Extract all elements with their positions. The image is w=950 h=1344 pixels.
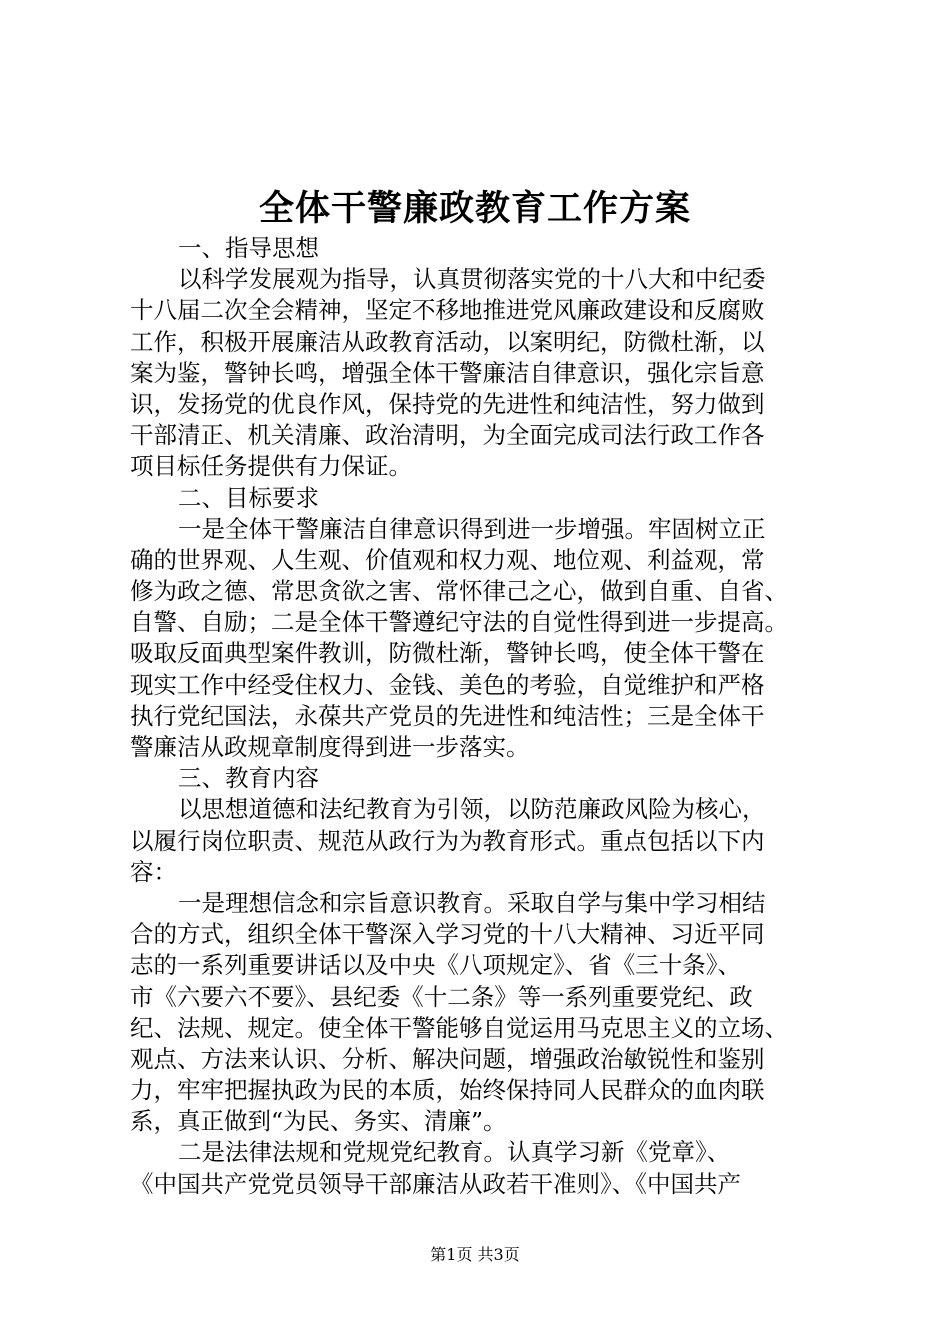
paragraph-line: 市《六要六不要》、县纪委《十二条》等一系列重要党纪、政	[130, 982, 753, 1011]
paragraph-line: 系，真正做到“为民、务实、清廉”。	[130, 1107, 507, 1136]
paragraph-line: 确的世界观、人生观、价值观和权力观、地位观、利益观，常	[130, 545, 765, 574]
paragraph-line: 一是全体干警廉洁自律意识得到进一步增强。牢固树立正	[178, 514, 766, 543]
paragraph-line: 以思想道德和法纪教育为引领，以防范廉政风险为核心，	[178, 795, 766, 824]
document-body	[130, 233, 835, 1200]
paragraph-line: 纪、法规、规定。使全体干警能够自觉运用马克思主义的立场、	[130, 1013, 788, 1042]
paragraph-line: 现实工作中经受住权力、金钱、美色的考验，自觉维护和严格	[130, 670, 765, 699]
paragraph-line: 吸取反面典型案件教训，防微杜渐，警钟长鸣，使全体干警在	[130, 639, 765, 668]
paragraph-line: 二是法律法规和党规党纪教育。认真学习新《党章》、	[178, 1138, 731, 1167]
paragraph-line: 《中国共产党党员领导干部廉洁从政若干准则》、《中国共产	[130, 1169, 741, 1198]
paragraph-line: 观点、方法来认识、分析、解决问题，增强政治敏锐性和鉴别	[130, 1044, 765, 1073]
paragraph-line: 执行党纪国法，永葆共产党员的先进性和纯洁性；三是全体干	[130, 701, 765, 730]
paragraph-line: 自警、自励；二是全体干警遵纪守法的自觉性得到进一步提高。	[130, 608, 788, 637]
paragraph-line: 工作，积极开展廉洁从政教育活动，以案明纪，防微杜渐，以	[130, 327, 765, 356]
paragraph-line: 识，发扬党的优良作风，保持党的先进性和纯洁性，努力做到	[130, 389, 765, 418]
paragraph-line: 警廉洁从政规章制度得到进一步落实。	[130, 733, 530, 761]
paragraph-line: 容：	[130, 857, 177, 886]
section-heading-content: 三、教育内容	[178, 764, 319, 793]
paragraph-line: 案为鉴，警钟长鸣，增强全体干警廉洁自律意识，强化宗旨意	[130, 358, 765, 387]
paragraph-line: 力，牢牢把握执政为民的本质，始终保持同人民群众的血肉联	[130, 1076, 765, 1105]
paragraph-line: 修为政之德、常思贪欲之害、常怀律己之心，做到自重、自省、	[130, 577, 788, 606]
paragraph-line: 以科学发展观为指导，认真贯彻落实党的十八大和中纪委	[178, 265, 766, 294]
document-title: 全体干警廉政教育工作方案	[258, 188, 691, 229]
paragraph-line: 项目标任务提供有力保证。	[130, 452, 412, 481]
section-heading-guiding-ideology: 一、指导思想	[178, 234, 319, 262]
paragraph-line: 以履行岗位职责、规范从政行为为教育形式。重点包括以下内	[130, 826, 765, 855]
page-footer: 第1页 共3页	[430, 1245, 520, 1264]
section-heading-goals: 二、目标要求	[178, 483, 319, 512]
paragraph-line: 合的方式，组织全体干警深入学习党的十八大精神、习近平同	[130, 920, 765, 949]
paragraph-line: 干部清正、机关清廉、政治清明，为全面完成司法行政工作各	[130, 421, 765, 450]
paragraph-line: 十八届二次全会精神，坚定不移地推进党风廉政建设和反腐败	[130, 296, 765, 325]
paragraph-line: 一是理想信念和宗旨意识教育。采取自学与集中学习相结	[178, 888, 766, 917]
paragraph-line: 志的一系列重要讲话以及中央《八项规定》、省《三十条》、	[130, 951, 741, 980]
